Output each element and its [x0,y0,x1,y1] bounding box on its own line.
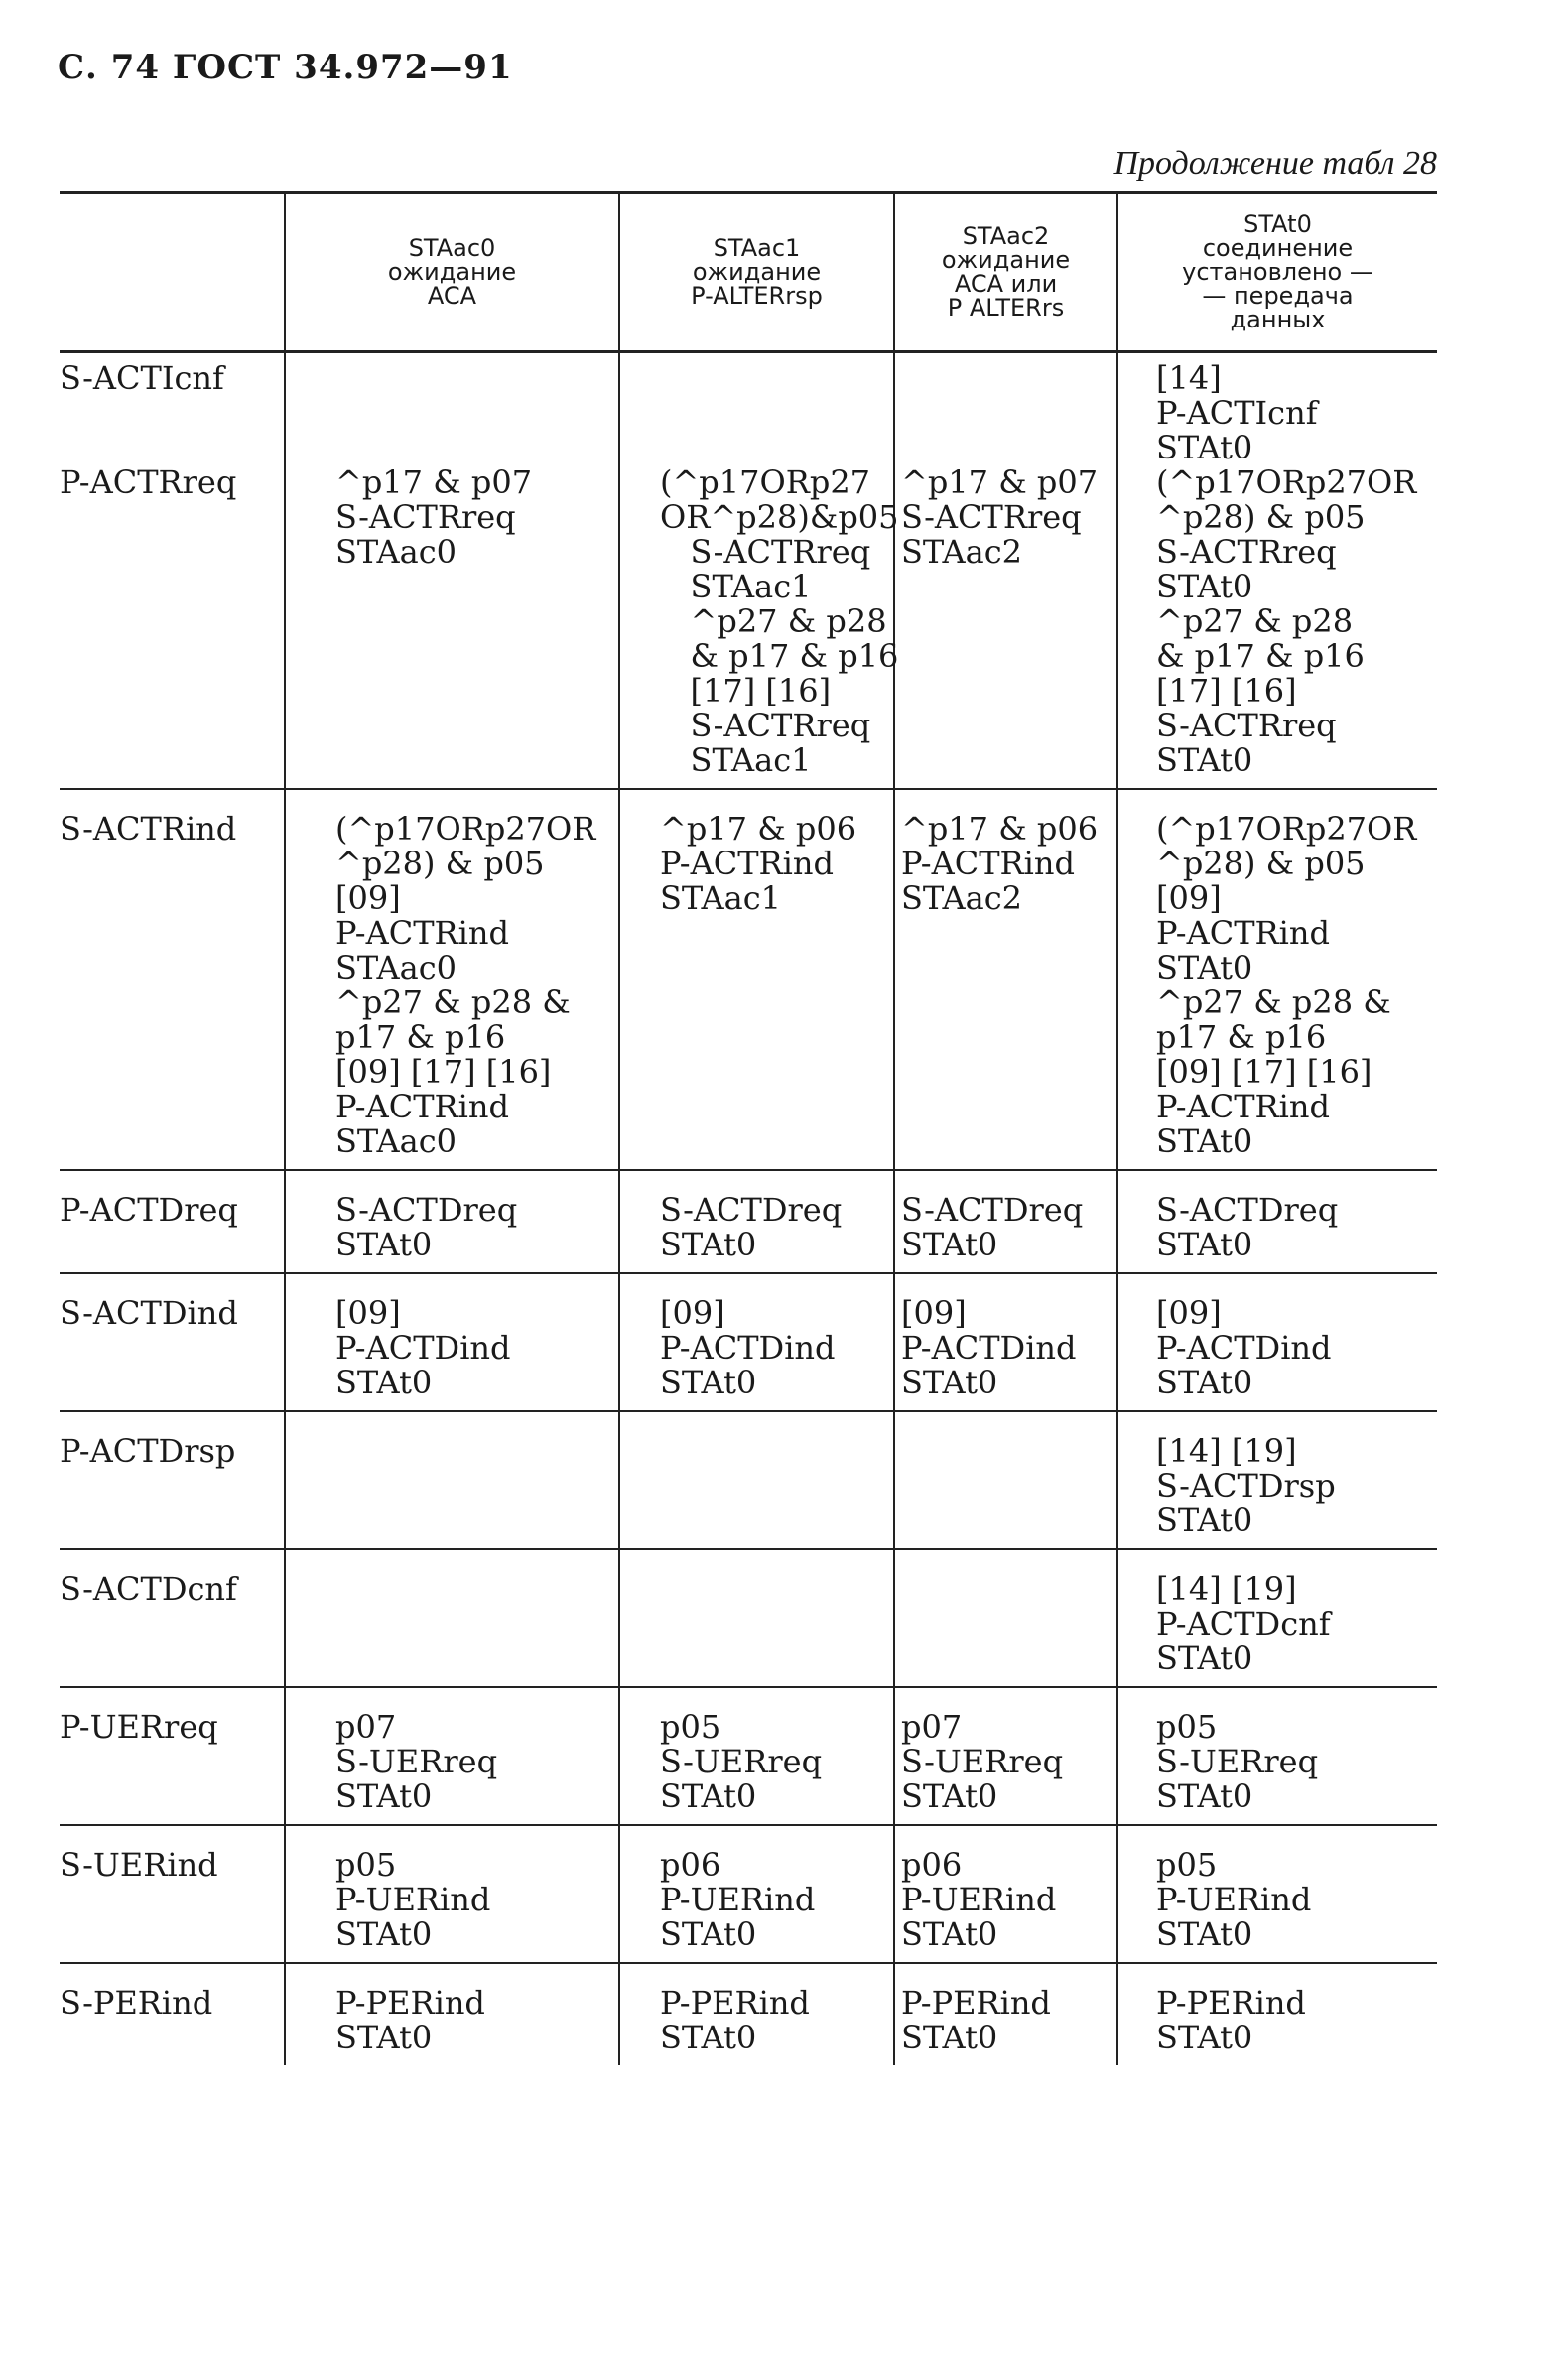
table-cell: [14] [19] S-ACTDrsp STAt0 [1117,1411,1437,1549]
row-label: P-ACTDrsp [60,1411,285,1549]
state-table [60,191,1437,2065]
table-body [60,352,1437,2066]
table-cell: [09] P-ACTDind STAt0 [285,1273,619,1411]
row-label: P-UERreq [60,1687,285,1825]
table-cell: p06 P-UERind STAt0 [894,1825,1117,1963]
table-row [60,352,1437,790]
table-cell: P-PERind STAt0 [894,1963,1117,2065]
table-cell [619,1411,894,1549]
row-label: P-ACTDreq [60,1170,285,1273]
table-row [60,1411,1437,1549]
table-header-row [60,193,1437,352]
column-header: STAac2 ожидание ACA или P ALTERrs [894,193,1117,352]
page-header: С. 74 ГОСТ 34.972—91 [58,48,513,87]
table-cell: p05 P-UERind STAt0 [1117,1825,1437,1963]
table-cell [285,1411,619,1549]
table-row [60,1170,1437,1273]
table-cell: p05 S-UERreq STAt0 [1117,1687,1437,1825]
table-cell: ^p17 & p07 S-ACTRreq STAac2 [894,352,1117,790]
table-cell: [09] P-ACTDind STAt0 [894,1273,1117,1411]
table-cell: (^p17ORp27OR ^p28) & p05 [09] P-ACTRind STAt0 ^p27 & p28 & p17 & p16 [09] [17] [16] P-ACTRind STAt0 [1117,789,1437,1170]
row-label: S-ACTDind [60,1273,285,1411]
row-label: S-ACTRind [60,789,285,1170]
table-cell: p05 S-UERreq STAt0 [619,1687,894,1825]
table-cell: p06 P-UERind STAt0 [619,1825,894,1963]
table-cell [619,1549,894,1687]
row-label: S-UERind [60,1825,285,1963]
table-continuation-label: Продолжение табл 28 [1113,145,1437,182]
table-cell: P-PERind STAt0 [285,1963,619,2065]
row-label: S-ACTIcnf P-ACTRreq [60,352,285,790]
table-cell: P-PERind STAt0 [619,1963,894,2065]
column-header [60,193,285,352]
table-cell: S-ACTDreq STAt0 [894,1170,1117,1273]
table-cell: (^p17ORp27 OR^p28)&p05 S-ACTRreq STAac1 ^p27 & p28 & p17 & p16 [17] [16] S-ACTRreq STAac1 [619,352,894,790]
table-cell: [14] [19] P-ACTDcnf STAt0 [1117,1549,1437,1687]
table-row [60,1273,1437,1411]
table-row [60,1687,1437,1825]
state-table-container [60,191,1437,2065]
table-cell: [14] P-ACTIcnf STAt0 (^p17ORp27OR ^p28) & p05 S-ACTRreq STAt0 ^p27 & p28 & p17 & p16 [17] [16] S-ACTRreq STAt0 [1117,352,1437,790]
table-row [60,1825,1437,1963]
table-cell: S-ACTDreq STAt0 [1117,1170,1437,1273]
table-cell: [09] P-ACTDind STAt0 [619,1273,894,1411]
row-label: S-ACTDcnf [60,1549,285,1687]
table-cell: (^p17ORp27OR ^p28) & p05 [09] P-ACTRind STAac0 ^p27 & p28 & p17 & p16 [09] [17] [16] P-ACTRind STAac0 [285,789,619,1170]
table-row [60,1549,1437,1687]
table-cell [894,1549,1117,1687]
table-cell: [09] P-ACTDind STAt0 [1117,1273,1437,1411]
table-row [60,1963,1437,2065]
table-cell [894,1411,1117,1549]
table-cell: p05 P-UERind STAt0 [285,1825,619,1963]
table-cell [285,1549,619,1687]
table-cell: ^p17 & p06 P-ACTRind STAac2 [894,789,1117,1170]
row-label: S-PERind [60,1984,213,2022]
table-cell: ^p17 & p06 P-ACTRind STAac1 [619,789,894,1170]
table-cell: S-ACTDreq STAt0 [619,1170,894,1273]
table-cell: p07 S-UERreq STAt0 [285,1687,619,1825]
table-cell: p07 S-UERreq STAt0 [894,1687,1117,1825]
table-cell: ^p17 & p07 S-ACTRreq STAac0 [285,352,619,790]
table-row [60,789,1437,1170]
table-cell: P-PERind STAt0 [1117,1963,1437,2065]
column-header: STAt0 соединение установлено — — передача данных [1117,193,1437,352]
column-header: STAac0 ожидание ACA [285,193,619,352]
table-cell: S-ACTDreq STAt0 [285,1170,619,1273]
column-header: STAac1 ожидание P-ALTERrsp [619,193,894,352]
